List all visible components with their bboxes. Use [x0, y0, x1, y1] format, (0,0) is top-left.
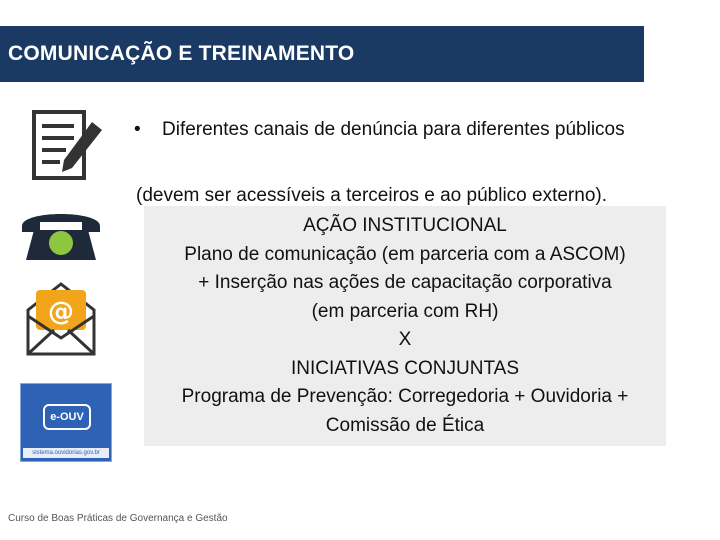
page-title: COMUNICAÇÃO E TREINAMENTO	[8, 42, 355, 65]
bullet-item	[134, 116, 654, 143]
e-ouv-logo-text: e-OUV	[43, 404, 91, 430]
e-ouv-logo-icon	[20, 383, 112, 462]
box-line: X	[398, 329, 412, 350]
box-line: INICIATIVAS CONJUNTAS	[290, 357, 520, 379]
parenthetical-text: (devem ser acessíveis a terceiros e ao público externo).	[136, 185, 607, 206]
box-line: Plano de comunicação (em parceria com a ASCOM)	[184, 243, 626, 265]
telephone-icon	[18, 200, 104, 264]
e-ouv-url: sistema.ouvidorias.gov.br	[23, 448, 109, 458]
box-line: Programa de Prevenção: Corregedoria + Ouvidoria +	[181, 386, 629, 407]
box-line: AÇÃO INSTITUCIONAL	[303, 215, 507, 236]
info-box	[144, 206, 666, 446]
footer-text: Curso de Boas Práticas de Governança e Gestão	[8, 513, 228, 524]
email-at-icon	[22, 276, 100, 358]
header-bar	[0, 26, 644, 82]
box-line: + Inserção nas ações de capacitação corporativa	[198, 272, 612, 293]
box-line: (em parceria com RH)	[311, 300, 499, 322]
document-pen-icon	[26, 108, 106, 184]
box-line: Comissão de Ética	[325, 414, 485, 436]
svg-text:@: @	[48, 297, 74, 327]
bullet-dot: •	[134, 119, 141, 140]
bullet-text: Diferentes canais de denúncia para diferentes públicos	[162, 119, 625, 140]
